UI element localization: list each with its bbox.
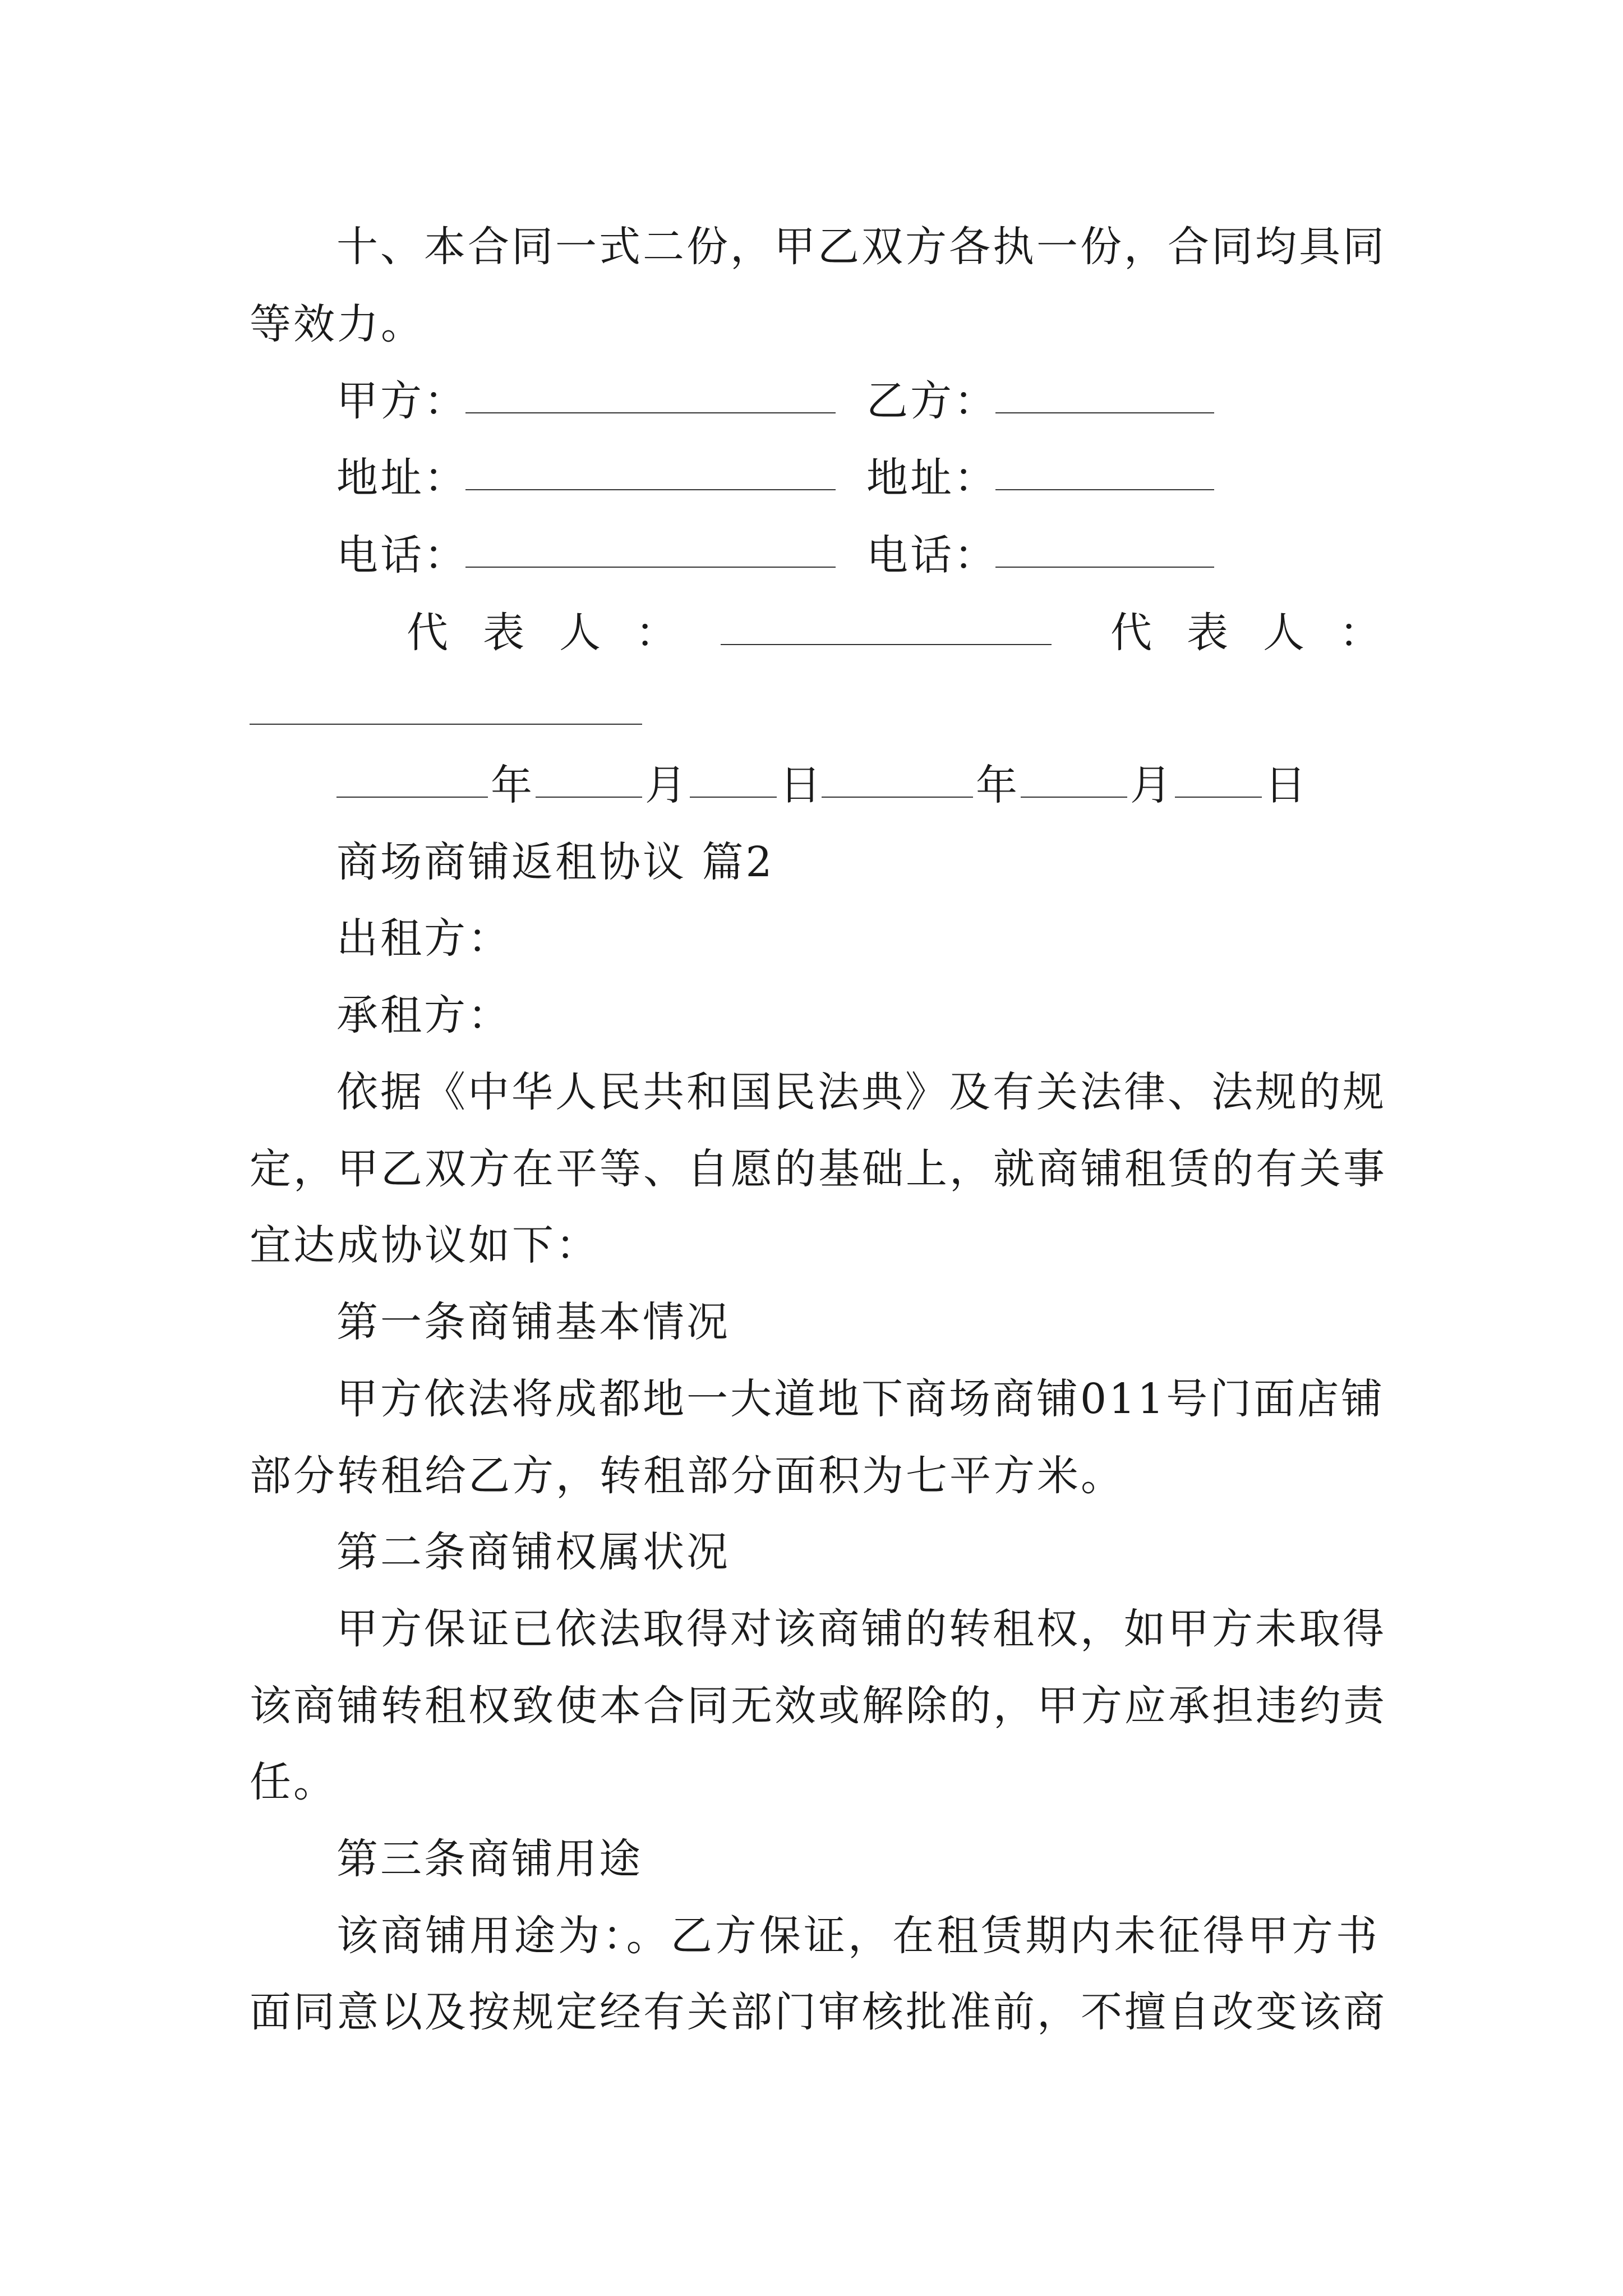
paragraph-line: 甲方依法将成都地一大道地下商场商铺011号门面店铺 bbox=[336, 1375, 1385, 1423]
party-b-label: 乙方： bbox=[866, 377, 998, 425]
paragraph-line: 宜达成协议如下： bbox=[250, 1221, 600, 1269]
phone-b-label: 电话： bbox=[866, 531, 998, 579]
phone-a-blank bbox=[465, 527, 836, 568]
month-b-label: 月 bbox=[1130, 761, 1174, 809]
rep-a-blank bbox=[721, 605, 1052, 645]
clause-title: 第三条商铺用途 bbox=[336, 1835, 643, 1883]
paragraph-line: 该商铺转租权致使本合同无效或解除的，甲方应承担违约责 bbox=[250, 1682, 1387, 1730]
paragraph-line: 任。 bbox=[250, 1758, 337, 1806]
rep-b-blank bbox=[250, 684, 642, 725]
address-b-blank bbox=[995, 450, 1214, 490]
year-b-blank bbox=[822, 757, 973, 798]
day-b-label: 日 bbox=[1265, 761, 1308, 809]
month-b-blank bbox=[1021, 757, 1127, 798]
lessor-label: 出租方： bbox=[336, 914, 511, 963]
lessee-label: 承租方： bbox=[336, 991, 511, 1039]
year-a-blank bbox=[336, 757, 488, 798]
phone-b-blank bbox=[995, 527, 1214, 568]
month-a-blank bbox=[536, 757, 642, 798]
paragraph-line: 该商铺用途为：。乙方保证，在租赁期内未征得甲方书 bbox=[336, 1912, 1380, 1960]
paragraph-line: 部分转租给乙方，转租部分面积为七平方米。 bbox=[250, 1452, 1124, 1500]
paragraph-line: 十、本合同一式二份，甲乙双方各执一份，合同均具同 bbox=[336, 223, 1386, 271]
phone-a-label: 电话： bbox=[336, 531, 468, 579]
signature-row-phone bbox=[0, 527, 1623, 583]
clause-title: 第一条商铺基本情况 bbox=[336, 1298, 730, 1346]
address-b-label: 地址： bbox=[866, 454, 998, 502]
year-a-label: 年 bbox=[491, 761, 534, 809]
party-a-label: 甲方： bbox=[336, 377, 468, 425]
paragraph-line: 甲方保证已依法取得对该商铺的转租权，如甲方未取得 bbox=[336, 1605, 1386, 1653]
rep-b-label: 代表人： bbox=[1110, 609, 1415, 657]
signature-row-date bbox=[0, 757, 1623, 813]
rep-a-label: 代表人： bbox=[407, 609, 712, 657]
paragraph-line: 面同意以及按规定经有关部门审核批准前，不擅自改变该商 bbox=[250, 1988, 1387, 2036]
party-b-blank bbox=[995, 373, 1214, 413]
paragraph-line: 等效力。 bbox=[250, 300, 425, 348]
day-a-label: 日 bbox=[780, 761, 823, 809]
paragraph-line: 定，甲乙双方在平等、自愿的基础上，就商铺租赁的有关事 bbox=[250, 1145, 1387, 1193]
address-a-blank bbox=[465, 450, 836, 490]
year-b-label: 年 bbox=[976, 761, 1020, 809]
paragraph-line: 依据《中华人民共和国民法典》及有关法律、法规的规 bbox=[336, 1068, 1386, 1116]
address-a-label: 地址： bbox=[336, 454, 468, 502]
clause-title: 第二条商铺权属状况 bbox=[336, 1528, 730, 1576]
day-b-blank bbox=[1175, 757, 1262, 798]
signature-row-address bbox=[0, 450, 1623, 506]
signature-row-representative bbox=[0, 605, 1623, 661]
signature-row-party bbox=[0, 373, 1623, 429]
month-a-label: 月 bbox=[645, 761, 689, 809]
day-a-blank bbox=[690, 757, 777, 798]
section-title: 商场商铺返租协议 篇2 bbox=[336, 838, 774, 886]
party-a-blank bbox=[465, 373, 836, 413]
